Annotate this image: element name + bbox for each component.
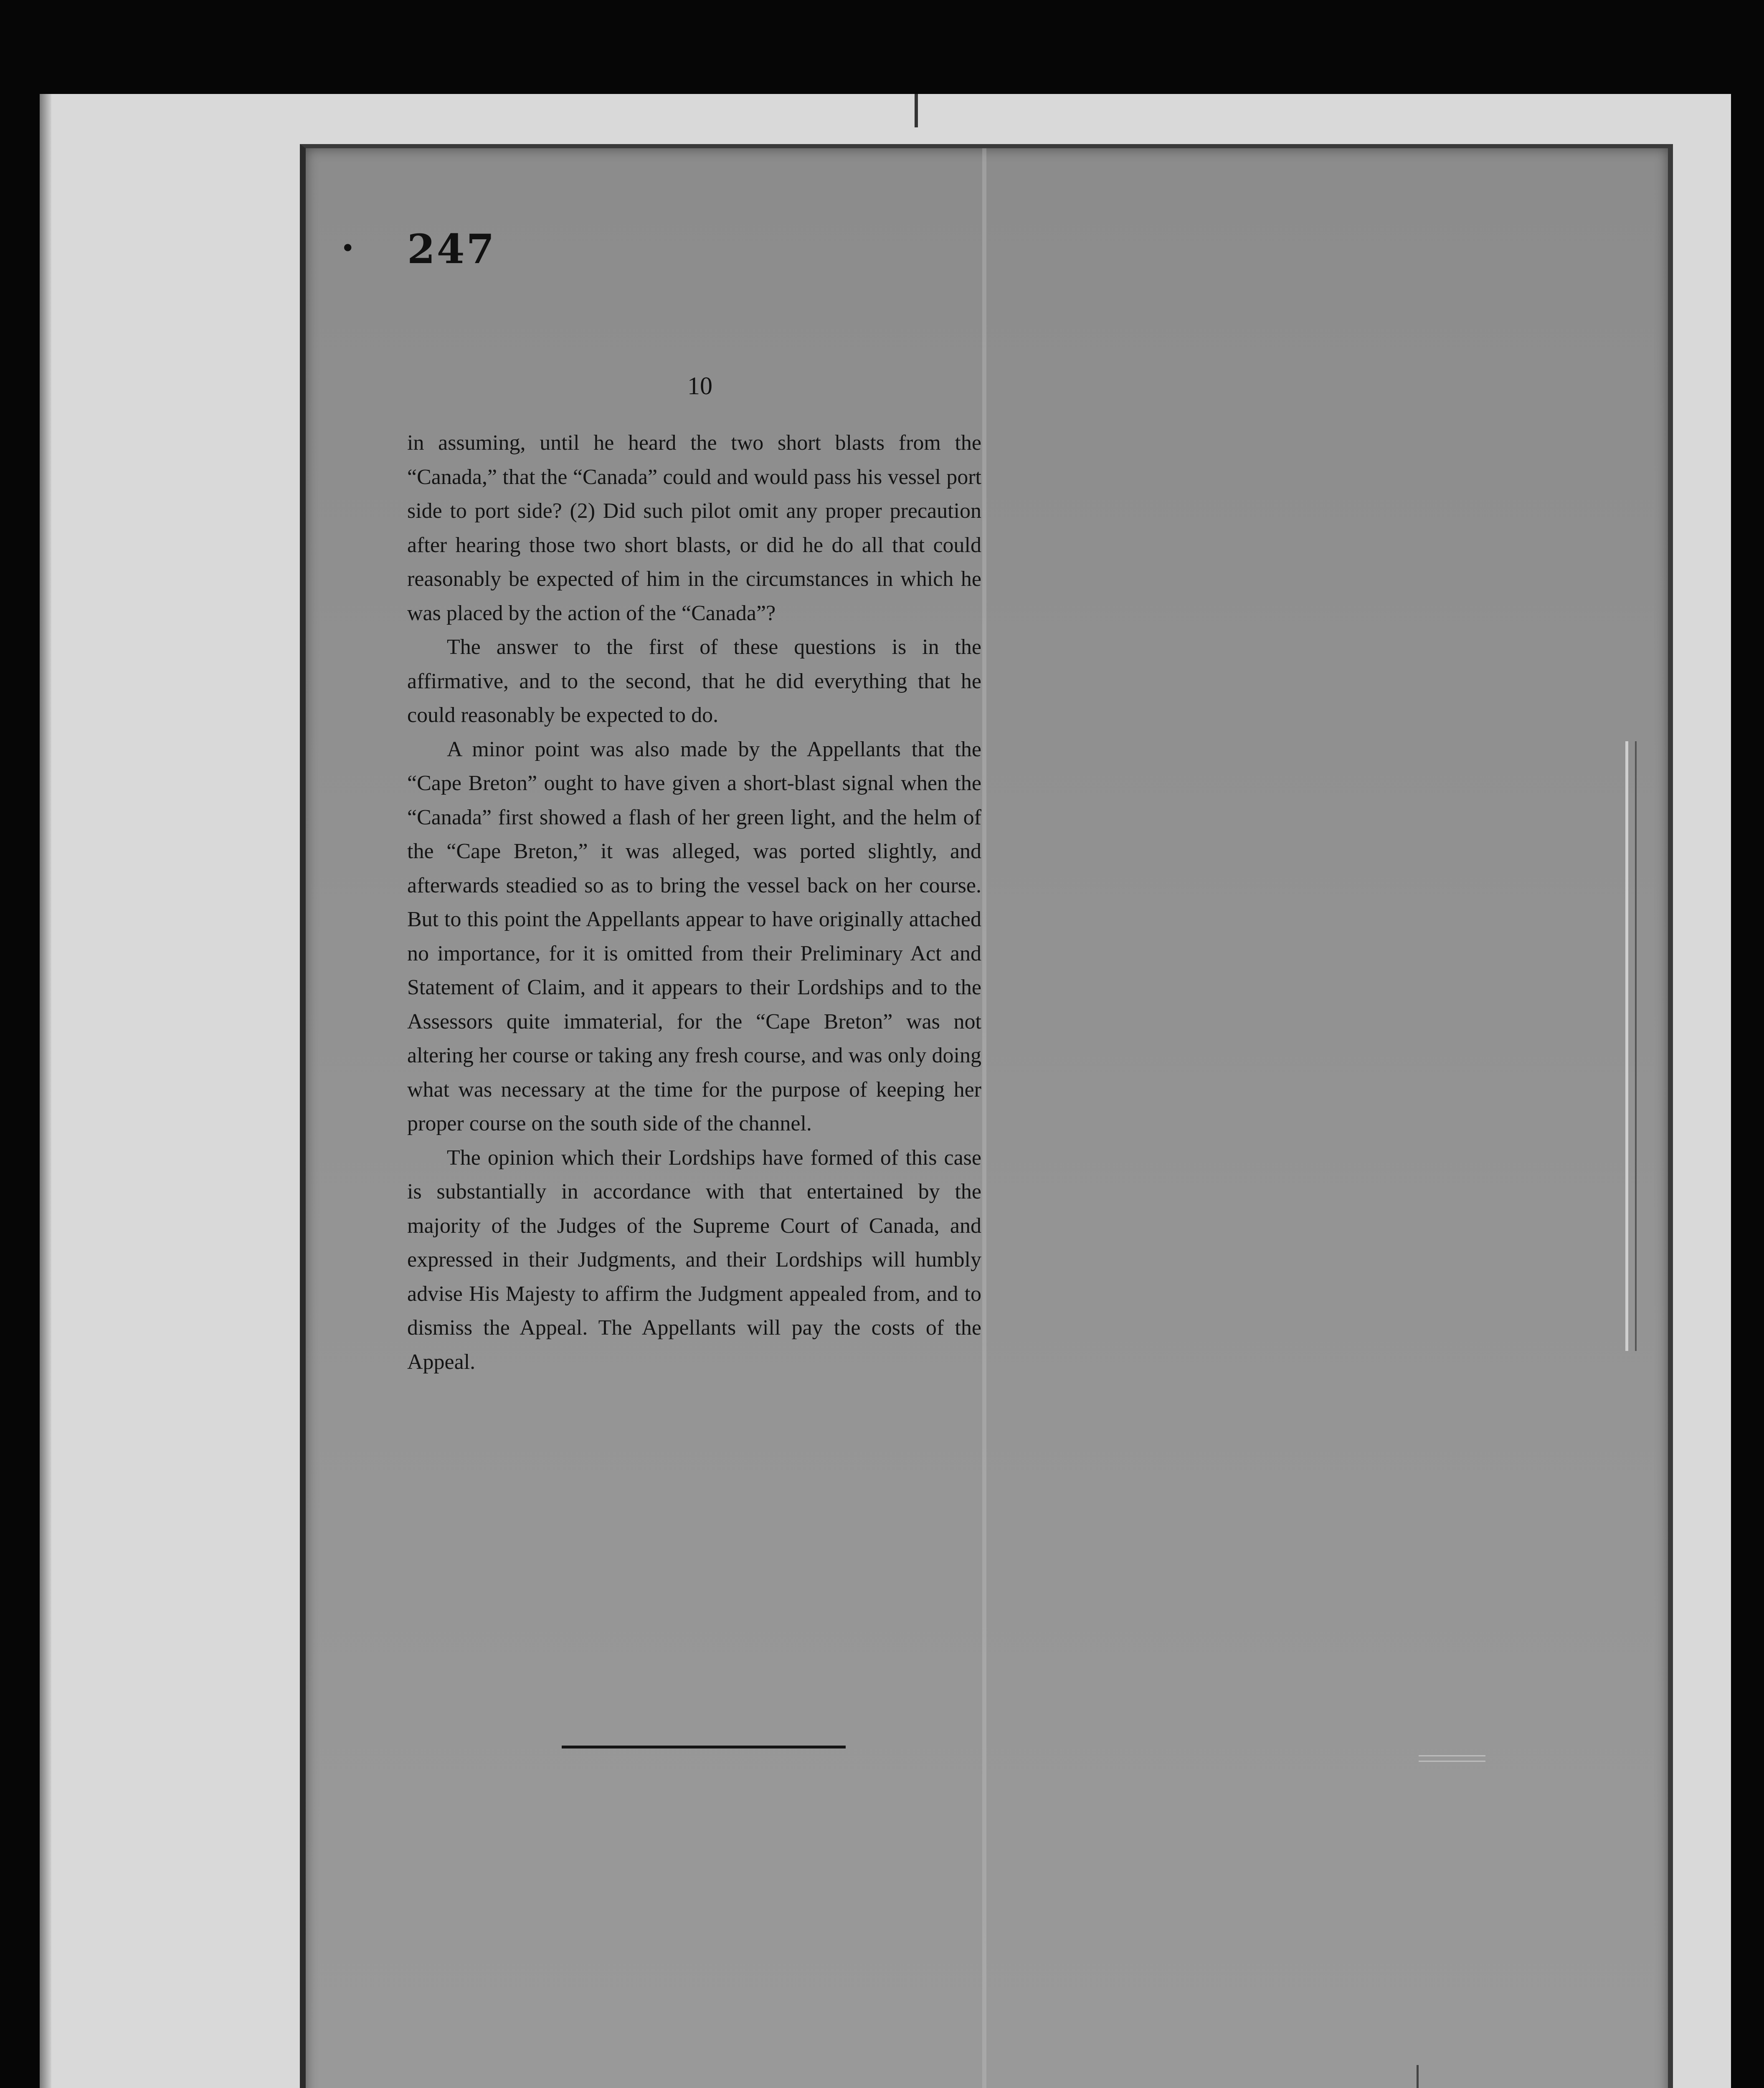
closing-rule: [562, 1746, 846, 1748]
page-number: 10: [687, 372, 712, 400]
body-text: [407, 426, 981, 1379]
page-fold-line: [982, 148, 986, 2088]
pencil-tick-mark: [1419, 1755, 1485, 1762]
paragraph: The answer to the first of these questions is in the affirmative, and to the second, that he did everything that he could reasonably be expected to do.: [407, 635, 981, 727]
binding-mark: [1625, 741, 1637, 1351]
folio-number: 247: [407, 226, 496, 273]
pencil-stroke-mark: [1417, 2065, 1419, 2088]
folio-prefix: •: [340, 234, 355, 263]
paragraph: The opinion which their Lordships have formed of this case is substantially in accordance with that entertained by the majority of the Judges of the Supreme Court of Canada, and expressed in their Judgments, and their Lordships will humbly advise His Majesty to affirm the Judgment appealed from, and to dismiss the Appeal. The Appellants will pay the costs of the Appeal.: [407, 1145, 981, 1374]
frame-notch: [915, 94, 918, 127]
paragraph: A minor point was also made by the Appellants that the “Cape Breton” ought to have given a short-blast signal when the “Canada” first showed a flash of her green light, and the helm of the “Cape Breton,” it was alleged, was ported slightly, and afterwards steadied so as to bring the vessel back on her course. But to this point the Appellants appear to have originally attached no importance, for it is omitted from their Preliminary Act and Statement of Claim, and it appears to their Lordships and to the Assessors quite immaterial, for the “Cape Breton” was not altering her course or taking any fresh course, and was only doing what was necessary at the time for the purpose of keeping her proper course on the south side of the channel.: [407, 737, 981, 1135]
paragraph: in assuming, until he heard the two short blasts from the “Canada,” that the “Canada” could and would pass his vessel port side to port side? (2) Did such pilot omit any proper precaution after hearing those two short blasts, or did he do all that could reasonably be expected of him in the circumstances in which he was placed by the action of the “Canada”?: [407, 431, 981, 625]
